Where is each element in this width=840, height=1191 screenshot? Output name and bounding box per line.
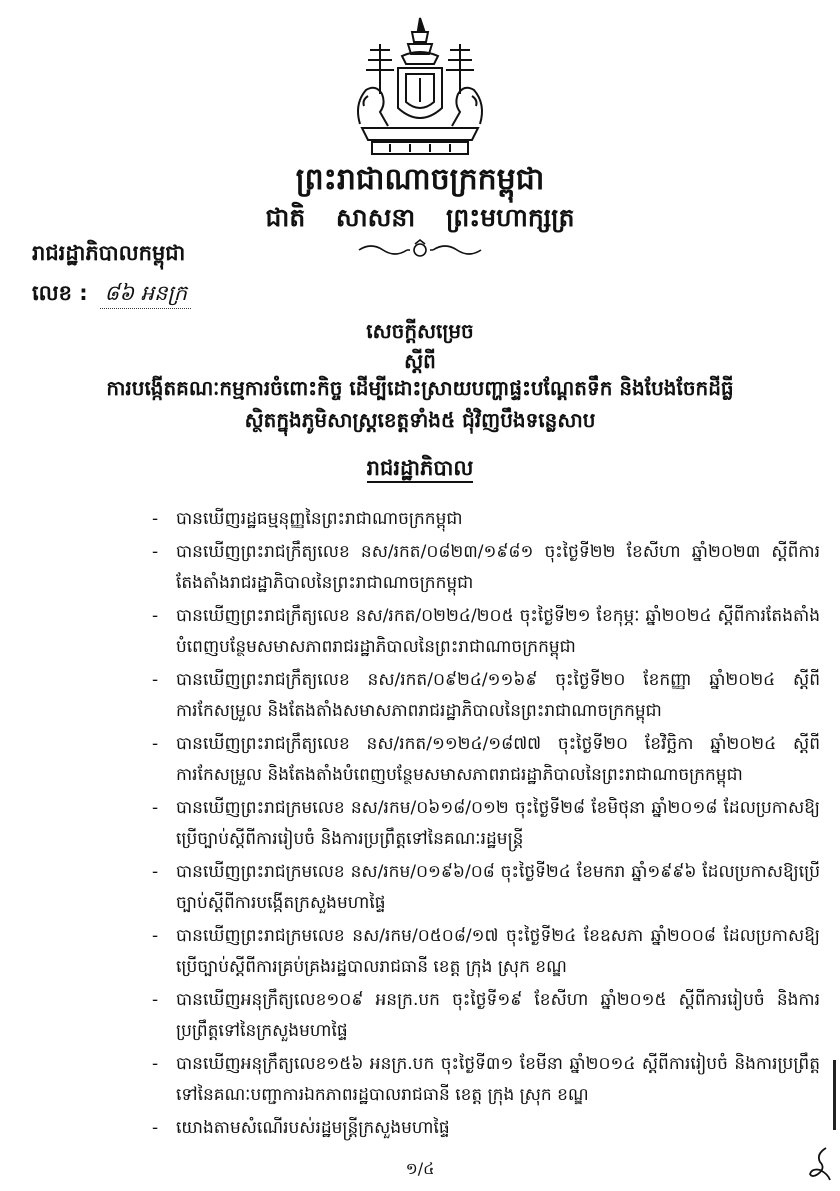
- list-item: - បានឃើញរដ្ឋធម្មនុញ្ញនៃព្រះរាជាណាចក្រកម្ពុជា: [150, 504, 820, 535]
- number-value: ៨៦ អនក្រ: [100, 278, 191, 309]
- handwritten-initial-icon: [808, 1146, 834, 1182]
- list-item: - បានឃើញព្រះរាជក្រមលេខ នស/រកម/០១៩៦/០៨ ចុះថ្ងៃទី២៤ ខែមករា ឆ្នាំ១៩៩៦ ដែលប្រកាសឱ្យប្រើច្បាប់ស្ដីពីការបង្កើតក្រសួងមហាផ្ទៃ: [150, 857, 820, 919]
- about-label: ស្ដីពី: [404, 349, 436, 373]
- list-item: - បានឃើញអនុក្រឹត្យលេខ១៥៦ អនក្រ.បក ចុះថ្ងៃទី៣១ ខែមីនា ឆ្នាំ២០១៤ ស្ដីពីការរៀបចំ និងការប្រព្រឹត្តទៅនៃគណៈបញ្ជាការឯកភាពរដ្ឋបាលរាជធានី ខេត្ត ក្រុង ស្រុក ខណ្ឌ: [150, 1049, 820, 1111]
- list-item: - យោងតាមសំណើរបស់រដ្ឋមន្ត្រីក្រសួងមហាផ្ទៃ: [150, 1113, 820, 1144]
- document-number: [32, 278, 191, 309]
- list-item: - បានឃើញព្រះរាជក្រឹត្យលេខ នស/រកត/០៩២៤/១១៦៩ ចុះថ្ងៃទី២០ ខែកញ្ញា ឆ្នាំ២០២៤ ស្ដីពីការកែសម្រួល និងតែងតាំងសមាសភាពរាជរដ្ឋាភិបាលនៃព្រះរាជាណាចក្រកម្ពុជា: [150, 665, 820, 727]
- number-label: លេខ :: [32, 281, 88, 305]
- list-item: - បានឃើញព្រះរាជក្រឹត្យលេខ នស/រកត/១១២៤/១៨៧៧ ចុះថ្ងៃទី២០ ខែវិច្ឆិកា ឆ្នាំ២០២៤ ស្ដីពីការកែសម្រួល និងតែងតាំងបំពេញបន្ថែមសមាសភាពរាជរដ្ឋាភិបាលនៃព្រះរាជាណាចក្រកម្ពុជា: [150, 729, 820, 791]
- page-edge-mark: [833, 1060, 836, 1130]
- government-header: រាជរដ្ឋាភិបាលកម្ពុជា: [32, 241, 186, 265]
- issuer-text: រាជរដ្ឋាភិបាល: [367, 456, 474, 483]
- divider-ornament-icon: [355, 238, 485, 262]
- list-item: - បានឃើញព្រះរាជក្រមលេខ នស/រកម/០៥០៨/១៧ ចុះថ្ងៃទី២៤ ខែឧសភា ឆ្នាំ២០០៨ ដែលប្រកាសឱ្យប្រើច្បាប់ស្ដីពីការគ្រប់គ្រងរដ្ឋបាលរាជធានី ខេត្ត ក្រុង ស្រុក ខណ្ឌ: [150, 921, 820, 983]
- royal-arms-emblem-icon: [340, 14, 500, 164]
- document-type: សេចក្ដីសម្រេច: [366, 319, 474, 343]
- page-number: ១/៤: [405, 1159, 435, 1178]
- subject-line-1: ការបង្កើតគណៈកម្មការចំពោះកិច្ច ដើម្បីដោះស្រាយបញ្ហាផ្ទះបណ្ដែតទឹក និងបែងចែកដីធ្លី: [106, 376, 734, 400]
- list-item: - បានឃើញអនុក្រឹត្យលេខ១០៩ អនក្រ.បក ចុះថ្ងៃទី១៩ ខែសីហា ឆ្នាំ២០១៥ ស្ដីពីការរៀបចំ និងការប្រព្រឹត្តទៅនៃក្រសួងមហាផ្ទៃ: [150, 985, 820, 1047]
- issuer-heading: [0, 452, 840, 484]
- national-motto: ជាតិ សាសនា ព្រះមហាក្សត្រ: [265, 203, 575, 232]
- list-item: - បានឃើញព្រះរាជក្រមលេខ នស/រកម/០៦១៨/០១២ ចុះថ្ងៃទី២៨ ខែមិថុនា ឆ្នាំ២០១៨ ដែលប្រកាសឱ្យប្រើច្បាប់ស្ដីពីការរៀបចំ និងការប្រព្រឹត្តទៅនៃគណៈរដ្ឋមន្ត្រី: [150, 793, 820, 855]
- list-item: - បានឃើញព្រះរាជក្រឹត្យលេខ នស/រកត/០៨២៣/១៩៨១ ចុះថ្ងៃទី២២ ខែសីហា ឆ្នាំ២០២៣ ស្ដីពីការតែងតាំងរាជរដ្ឋាភិបាលនៃព្រះរាជាណាចក្រកម្ពុជា: [150, 537, 820, 599]
- kingdom-title: ព្រះរាជាណាចក្រកម្ពុជា: [295, 162, 545, 197]
- list-item: - បានឃើញព្រះរាជក្រឹត្យលេខ នស/រកត/០២២៤/២០៥ ចុះថ្ងៃទី២១ ខែកុម្ភៈ ឆ្នាំ២០២៤ ស្ដីពីការតែងតាំងបំពេញបន្ថែមសមាសភាពរាជរដ្ឋាភិបាលនៃព្រះរាជាណាចក្រកម្ពុជា: [150, 601, 820, 663]
- considerations-list: [150, 504, 820, 1146]
- subject-line-2: ស្ថិតក្នុងភូមិសាស្ត្រខេត្តទាំង៥ ជុំវិញបឹងទន្លេសាប: [244, 408, 596, 432]
